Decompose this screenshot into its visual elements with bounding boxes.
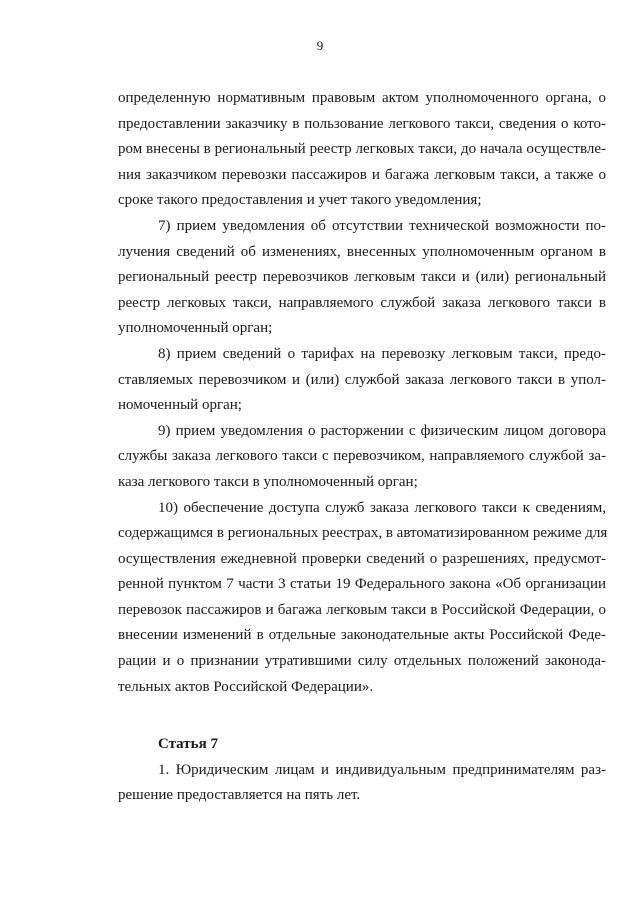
text-line: перевозок пассажиров и багажа легковым такси в Российской Федерации, о bbox=[118, 601, 606, 618]
text-line: осуществления ежедневной проверки сведений о разрешениях, предусмот- bbox=[118, 550, 606, 567]
page-number: 9 bbox=[316, 38, 324, 53]
text-line: сроке такого предоставления и учет такого уведомления; bbox=[118, 192, 482, 209]
text-line: ренной пунктом 7 части 3 статьи 19 Федерального закона «Об организации bbox=[118, 576, 606, 593]
text-line: каза легкового такси в уполномоченный орган; bbox=[118, 473, 418, 490]
text-line: ния заказчиком перевозки пассажиров и багажа легковым такси, а также о bbox=[118, 166, 606, 183]
text-line: региональный реестр перевозчиков легковым такси и (или) региональный bbox=[118, 269, 606, 286]
text-line: ром внесены в региональный реестр легковых такси, до начала осуществле- bbox=[118, 141, 606, 158]
text-line: внесении изменений в отдельные законодательные акты Российской Феде- bbox=[118, 627, 606, 644]
text-line: предоставлении заказчику в пользование легкового такси, сведения о кото- bbox=[118, 115, 606, 132]
text-line: 9) прием уведомления о расторжении с физическим лицом договора bbox=[158, 422, 606, 439]
text-line: уполномоченный орган; bbox=[118, 320, 273, 337]
text-line: рации и о признании утратившими силу отдельных положений законода- bbox=[118, 653, 606, 670]
paragraph-8 bbox=[118, 342, 606, 419]
text-line: лучения сведений об изменениях, внесенных уполномоченным органом в bbox=[118, 243, 606, 260]
text-line: 1. Юридическим лицам и индивидуальным предпринимателям раз- bbox=[158, 761, 606, 778]
text-line: 8) прием сведений о тарифах на перевозку легковым такси, предо- bbox=[158, 345, 606, 362]
text-line: ставляемых перевозчиком и (или) службой заказа легкового такси в упол- bbox=[118, 371, 606, 388]
section-gap bbox=[118, 700, 606, 732]
paragraph-9 bbox=[118, 419, 606, 496]
paragraph-10 bbox=[118, 496, 606, 701]
text-line: тельных актов Российской Федерации». bbox=[118, 678, 374, 695]
article-heading: Статья 7 bbox=[158, 736, 218, 753]
document-body bbox=[118, 86, 606, 809]
text-line: 7) прием уведомления об отсутствии технической возможности по- bbox=[158, 217, 606, 234]
text-line: решение предоставляется на пять лет. bbox=[118, 787, 361, 804]
article-7 bbox=[118, 732, 606, 809]
paragraph-6-tail bbox=[118, 86, 606, 214]
paragraph-7 bbox=[118, 214, 606, 342]
text-line: 10) обеспечение доступа служб заказа легкового такси к сведениям, bbox=[158, 499, 606, 516]
text-line: номоченный орган; bbox=[118, 397, 242, 414]
text-line: реестр легковых такси, направляемого службой заказа легкового такси в bbox=[118, 294, 606, 311]
text-line: определенную нормативным правовым актом уполномоченного органа, о bbox=[118, 90, 606, 106]
text-line: содержащимся в региональных реестрах, в автоматизированном режиме для bbox=[118, 525, 608, 542]
text-line: службы заказа легкового такси с перевозчиком, направляемого службой за- bbox=[118, 448, 606, 465]
